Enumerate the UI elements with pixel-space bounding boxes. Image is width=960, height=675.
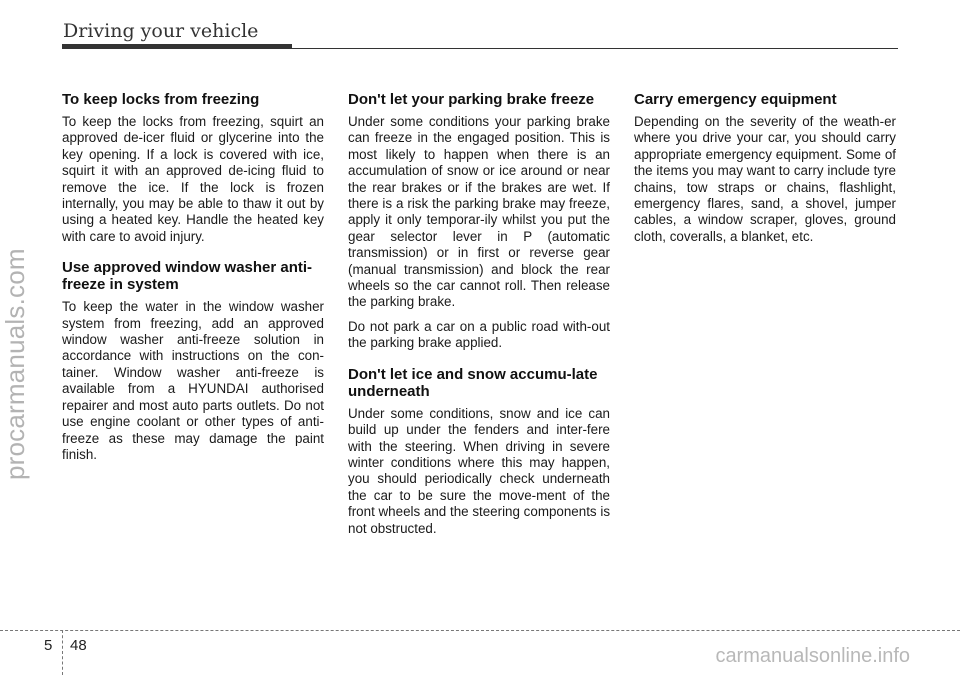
section-paragraph: Depending on the severity of the weath-er where you drive your car, you should carry appropriate emergency equipment. Some of the items you may want to carry include tyre chains, tow straps or chains, flashlight, emergency flares, sand, a shovel, jumper cables, a window scraper, gloves, ground cloth, coveralls, a blanket, etc. (634, 114, 896, 244)
section-paragraph: To keep the water in the window washer system from freezing, add an approved window washer anti-freeze solution in accordance with instructions on the con-tainer. Window washer anti-freeze is available from a HYUNDAI authorised repairer and most auto parts outlets. Do not use engine coolant or other types of anti-freeze as these may damage the paint finish. (62, 299, 324, 462)
bottom-watermark: carmanualsonline.info (715, 645, 910, 667)
header-bar (62, 44, 292, 49)
side-watermark: procarmanuals.com (0, 248, 30, 480)
section-heading: Use approved window washer anti-freeze in system (62, 259, 313, 294)
footer-divider (0, 630, 960, 631)
section-parking-brake (348, 91, 610, 352)
section-heading: To keep locks from freezing (62, 91, 260, 108)
section-washer-antifreeze (62, 259, 324, 463)
page-header-title: Driving your vehicle (63, 20, 259, 42)
section-paragraph: Under some conditions, snow and ice can build up under the fenders and inter-fere with the steering. When driving in severe winter conditions where this may happen, you should periodically check underneath the car to be sure the move-ment of the front wheels and the steering components is not obstructed. (348, 405, 611, 536)
section-paragraph: Under some conditions your parking brake can freeze in the engaged position. This is most likely to happen when there is an accumulation of snow or ice around or near the rear brakes or if the brakes are wet. If there is a risk the parking brake may freeze, apply it only temporar-ily whilst you put the gear selector lever in P (automatic transmission) or in first or reverse gear (manual transmission) and block the rear wheels so the car cannot roll. Then release the parking brake. (348, 114, 610, 310)
section-heading: Carry emergency equipment (634, 91, 837, 108)
section-heading: Don't let your parking brake freeze (348, 91, 595, 108)
column-1 (62, 91, 324, 477)
section-ice-snow (348, 366, 610, 537)
section-emergency-equipment (634, 91, 896, 245)
column-3 (634, 91, 896, 259)
section-locks-freezing (62, 91, 324, 245)
section-paragraph: To keep the locks from freezing, squirt an approved de-icer fluid or glycerine into the key opening. If a lock is covered with ice, squirt it with an approved de-icing fluid to remove the ice. If the lock is frozen internally, you may be able to thaw it out by using a heated key. Handle the heated key with care to avoid injury. (62, 114, 324, 244)
footer-vertical-divider (62, 630, 63, 675)
section-heading: Don't let ice and snow accumu-late underneath (348, 365, 598, 400)
chapter-number: 5 (44, 637, 53, 654)
page-number: 48 (70, 637, 87, 654)
header-rule (292, 48, 898, 49)
column-2 (348, 91, 610, 551)
section-paragraph: Do not park a car on a public road with-out the parking brake applied. (348, 318, 610, 351)
